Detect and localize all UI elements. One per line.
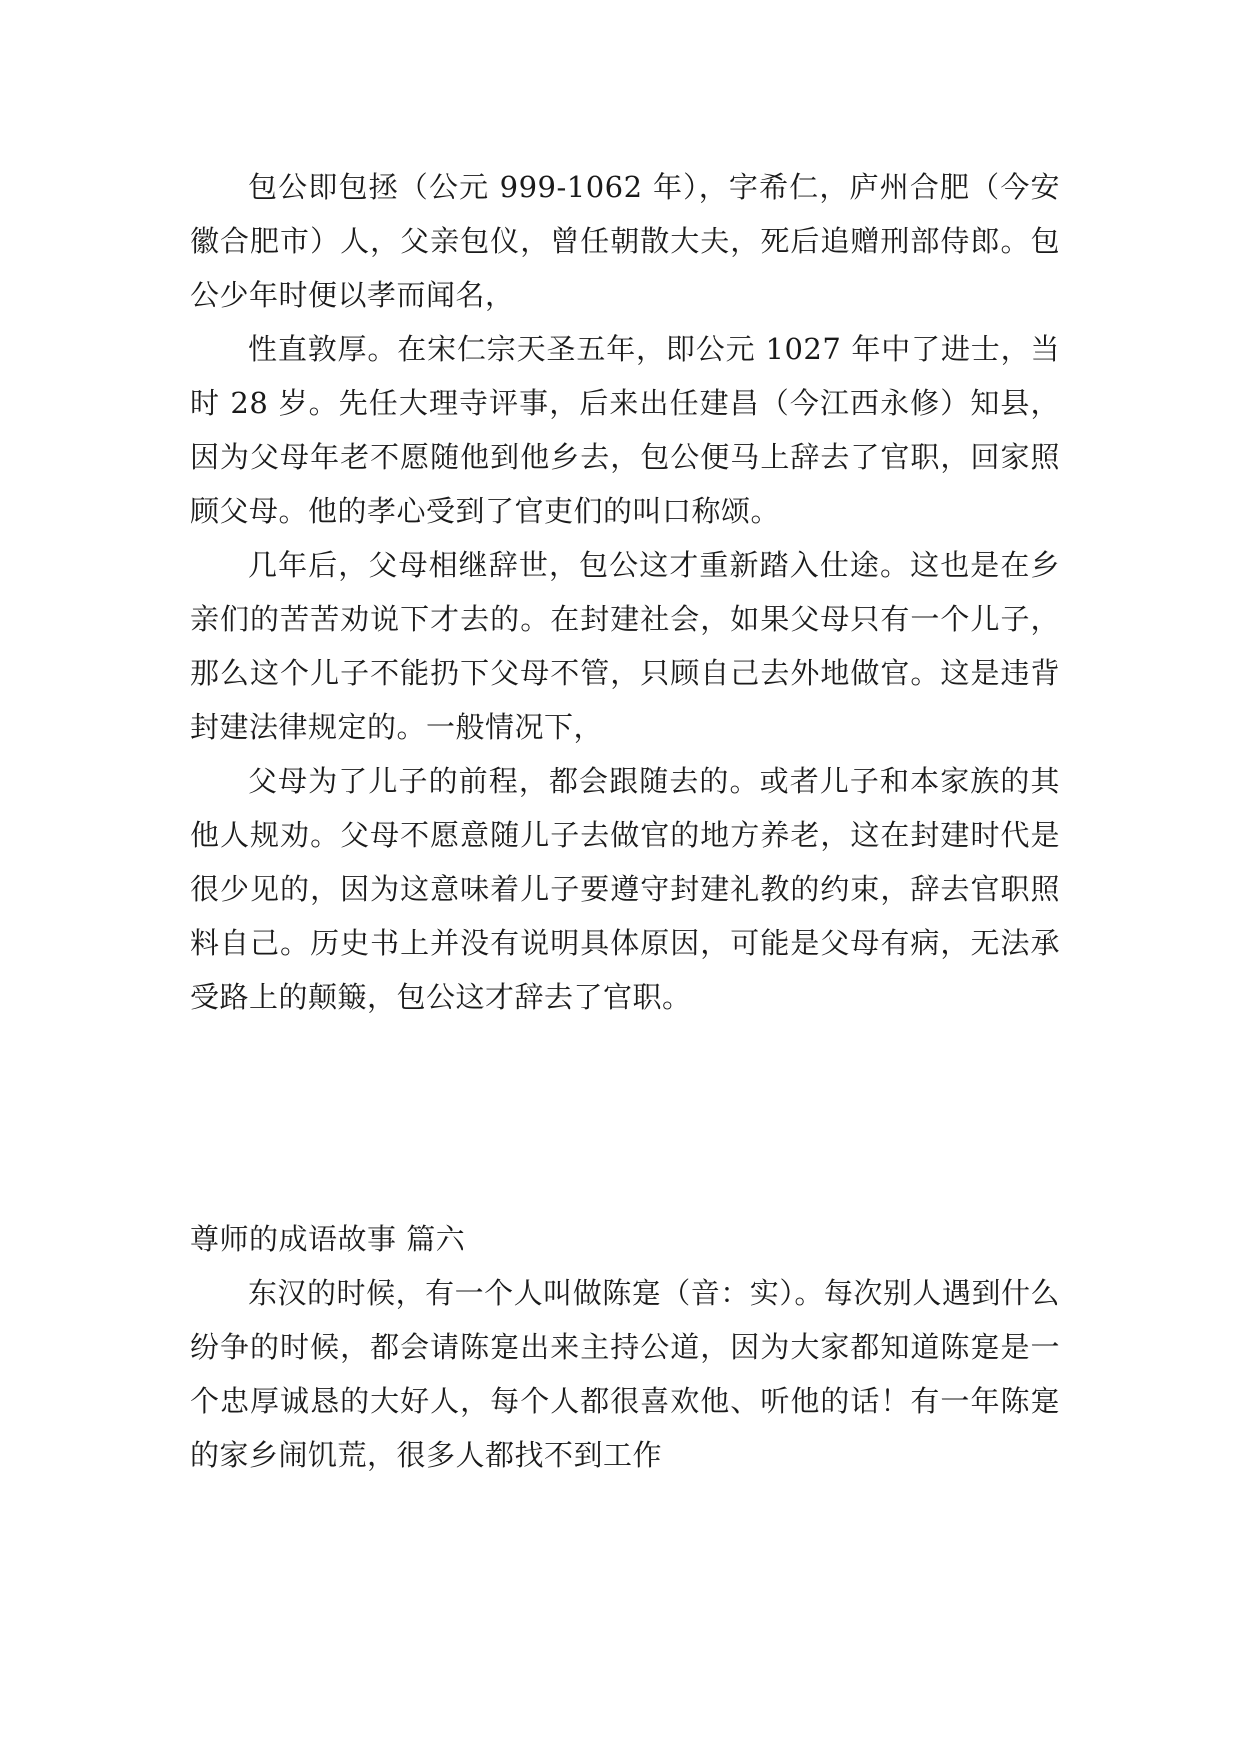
section-heading: 尊师的成语故事 篇六 bbox=[190, 1222, 466, 1256]
paragraph-chen-shi: 东汉的时候，有一个人叫做陈寔（音：实）。每次别人遇到什么纷争的时候，都会请陈寔出来主持公道，因为大家都知道陈寔是一个忠厚诚恳的大好人，每个人都很喜欢他、听他的话！有一年陈寔的家乡闹饥荒，很多人都找不到工作 bbox=[190, 1276, 1060, 1472]
paragraph-bao-gong-intro: 包公即包拯（公元 999-1062 年），字希仁，庐州合肥（今安徽合肥市）人，父亲包仪，曾任朝散大夫，死后追赠刑部侍郎。包公少年时便以孝而闻名， bbox=[190, 170, 1060, 312]
paragraph-bao-gong-career: 性直敦厚。在宋仁宗天圣五年，即公元 1027 年中了进士，当时 28 岁。先任大理寺评事，后来出任建昌（今江西永修）知县，因为父母年老不愿随他到他乡去，包公便马上辞去了官职，回家照顾父母。他的孝心受到了官吏们的叫口称颂。 bbox=[190, 332, 1060, 528]
paragraph-bao-gong-parents: 父母为了儿子的前程，都会跟随去的。或者儿子和本家族的其他人规劝。父母不愿意随儿子去做官的地方养老，这在封建时代是很少见的，因为这意味着儿子要遵守封建礼教的约束，辞去官职照料自己。历史书上并没有说明具体原因，可能是父母有病，无法承受路上的颠簸，包公这才辞去了官职。 bbox=[190, 764, 1060, 1014]
body-text-top bbox=[190, 160, 1060, 1024]
paragraph-bao-gong-return: 几年后，父母相继辞世，包公这才重新踏入仕途。这也是在乡亲们的苦苦劝说下才去的。在封建社会，如果父母只有一个儿子，那么这个儿子不能扔下父母不管，只顾自己去外地做官。这是违背封建法律规定的。一般情况下， bbox=[190, 548, 1060, 744]
body-text-bottom bbox=[190, 1266, 1060, 1482]
